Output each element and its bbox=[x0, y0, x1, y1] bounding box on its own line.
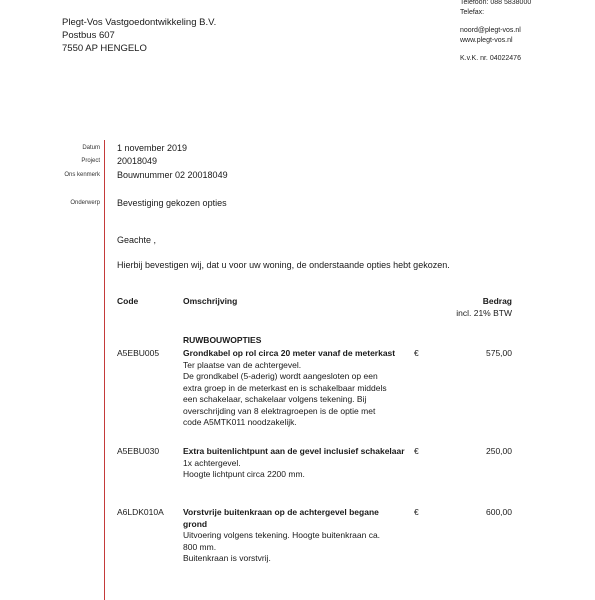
row-line: Buitenkraan is vorstvrij. bbox=[183, 553, 271, 563]
row-line: Ter plaatse van de achtergevel. bbox=[183, 359, 302, 370]
row-title: Extra buitenlichtpunt aan de gevel inclusief schakelaar bbox=[183, 446, 405, 456]
col-header-amount: Bedrag bbox=[482, 296, 512, 306]
row-line: overschrijding van 8 elektragroepen is de optie met bbox=[183, 405, 376, 416]
row-currency: € bbox=[414, 348, 419, 358]
datum-label: Datum bbox=[82, 145, 100, 151]
onderwerp-label: Onderwerp bbox=[70, 200, 100, 206]
row-line: een schakelaar, schakelaar volgens tekening. Bij bbox=[183, 394, 367, 404]
col-header-code: Code bbox=[117, 296, 139, 306]
row-code: A5EBU005 bbox=[117, 348, 160, 358]
row-line: 800 mm. bbox=[183, 541, 217, 552]
row-title: Grondkabel op rol circa 20 meter vanaf de meterkast bbox=[183, 348, 396, 358]
contact-email[interactable]: noord@plegt-vos.nl bbox=[460, 27, 521, 34]
sender-address-line-2: 7550 AP HENGELO bbox=[62, 43, 147, 54]
contact-phone: Telefoon: 088 5838000 bbox=[460, 0, 532, 6]
kenmerk-value: Bouwnummer 02 20018049 bbox=[117, 170, 228, 180]
contact-block bbox=[460, 0, 531, 64]
row-title: Vorstvrije buitenkraan op de achtergevel begane grond bbox=[183, 507, 379, 529]
sender-name: Plegt-Vos Vastgoedontwikkeling B.V. bbox=[62, 17, 217, 28]
row-amount: 250,00 bbox=[486, 446, 512, 456]
row-amount: 575,00 bbox=[486, 348, 512, 358]
row-line: De grondkabel (5-aderig) wordt aangesloten op een bbox=[183, 371, 378, 381]
contact-web[interactable]: www.plegt-vos.nl bbox=[460, 37, 513, 44]
col-header-description: Omschrijving bbox=[183, 296, 238, 306]
onderwerp-value: Bevestiging gekozen opties bbox=[117, 198, 227, 208]
project-label: Project bbox=[81, 158, 100, 164]
row-description bbox=[183, 507, 405, 565]
project-value: 20018049 bbox=[117, 156, 158, 166]
row-line: Uitvoering volgens tekening. Hoogte buitenkraan ca. bbox=[183, 530, 381, 540]
datum-value: 1 november 2019 bbox=[117, 143, 188, 153]
greeting: Geachte , bbox=[117, 235, 157, 245]
row-line: 1x achtergevel. bbox=[183, 457, 241, 468]
row-amount: 600,00 bbox=[486, 507, 512, 517]
row-description bbox=[183, 348, 405, 429]
intro-text: Hierbij bevestigen wij, dat u voor uw woning, de onderstaande opties hebt gekozen. bbox=[117, 260, 450, 270]
row-line: Hoogte lichtpunt circa 2200 mm. bbox=[183, 469, 305, 479]
margin-rule bbox=[104, 140, 105, 600]
sender-address bbox=[62, 16, 216, 55]
row-code: A6LDK010A bbox=[117, 507, 164, 517]
row-currency: € bbox=[414, 507, 419, 517]
col-header-amount-sub: incl. 21% BTW bbox=[456, 308, 512, 318]
section-title: RUWBOUWOPTIES bbox=[183, 335, 262, 345]
contact-kvk: K.v.K. nr. 04022476 bbox=[460, 55, 521, 62]
contact-fax: Telefax: bbox=[460, 9, 485, 16]
row-line: extra groep in de meterkast en is schakelbaar middels bbox=[183, 382, 387, 393]
row-line: code A5MTK011 noodzakelijk. bbox=[183, 417, 297, 427]
row-code: A5EBU030 bbox=[117, 446, 160, 456]
row-currency: € bbox=[414, 446, 419, 456]
sender-address-line-1: Postbus 607 bbox=[62, 30, 115, 41]
kenmerk-label: Ons kenmerk bbox=[64, 172, 100, 178]
row-description bbox=[183, 446, 405, 481]
